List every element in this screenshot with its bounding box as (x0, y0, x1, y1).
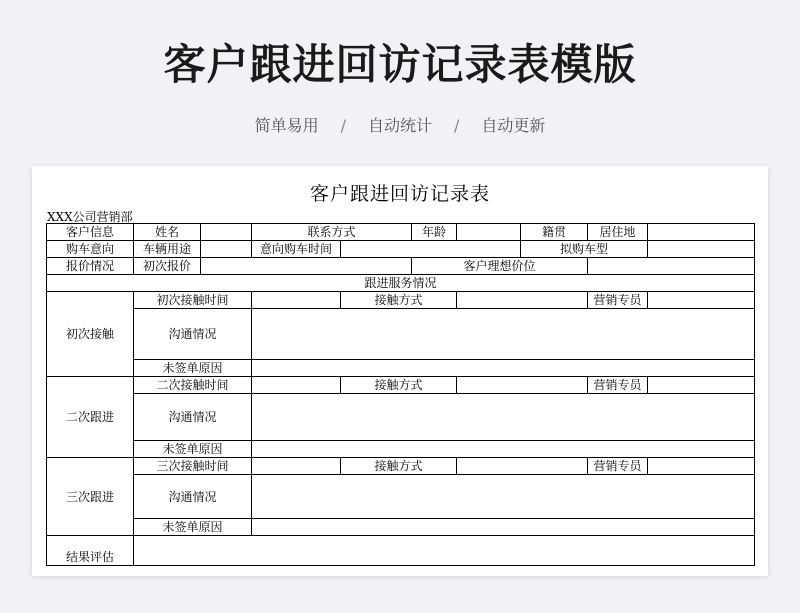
section-header: 跟进服务情况 (47, 275, 755, 292)
age-cell[interactable] (457, 224, 521, 241)
feature-auto-stats: 自动统计 (367, 116, 432, 135)
unsigned-reason-label: 未签单原因 (134, 519, 252, 536)
communication-label: 沟通情况 (134, 394, 252, 441)
table-row (47, 475, 755, 519)
table-row (47, 224, 755, 241)
result-cell[interactable] (134, 536, 755, 566)
contact-label: 联系方式 (252, 224, 412, 241)
contact-method-cell[interactable] (457, 458, 588, 475)
name-cell[interactable] (201, 224, 252, 241)
table-row (47, 258, 755, 275)
intended-time-label: 意向购车时间 (252, 241, 341, 258)
residence-cell[interactable] (648, 224, 755, 241)
vehicle-use-cell[interactable] (201, 241, 252, 258)
sales-rep-label: 营销专员 (588, 377, 648, 394)
table-row (47, 441, 755, 458)
contact-time-label: 初次接触时间 (134, 292, 252, 309)
quote-label: 报价情况 (47, 258, 134, 275)
form-title: 客户跟进回访记录表 (309, 183, 490, 205)
contact-method-label: 接触方式 (341, 377, 457, 394)
purchase-intent-label: 购车意向 (47, 241, 134, 258)
vehicle-use-label: 车辆用途 (134, 241, 201, 258)
communication-label: 沟通情况 (134, 309, 252, 360)
contact-time-cell[interactable] (252, 458, 341, 475)
result-label: 结果评估 (47, 536, 134, 566)
table-row (47, 458, 755, 475)
ideal-price-cell[interactable] (588, 258, 755, 275)
planned-model-label: 拟购车型 (521, 241, 648, 258)
communication-label: 沟通情况 (134, 475, 252, 519)
communication-cell[interactable] (252, 394, 755, 441)
page-title: 客户跟进回访记录表模版 (163, 40, 637, 89)
intended-time-cell[interactable] (341, 241, 521, 258)
stage-label: 初次接触 (47, 292, 134, 377)
communication-cell[interactable] (252, 309, 755, 360)
table-row (47, 360, 755, 377)
planned-model-cell[interactable] (648, 241, 755, 258)
follow-up-table (46, 223, 755, 566)
separator: / (340, 116, 346, 135)
table-row (47, 519, 755, 536)
unsigned-reason-label: 未签单原因 (134, 441, 252, 458)
communication-cell[interactable] (252, 475, 755, 519)
table-row (47, 394, 755, 441)
table-row (47, 275, 755, 292)
table-row (47, 292, 755, 309)
contact-method-cell[interactable] (457, 292, 588, 309)
stage-label: 三次跟进 (47, 458, 134, 536)
separator: / (454, 116, 460, 135)
sales-rep-label: 营销专员 (588, 292, 648, 309)
table-row (47, 536, 755, 566)
contact-time-cell[interactable] (252, 377, 341, 394)
feature-tagline (0, 113, 800, 136)
customer-info-label: 客户信息 (47, 224, 134, 241)
contact-time-label: 三次接触时间 (134, 458, 252, 475)
hometown-label: 籍贯 (521, 224, 588, 241)
company-name: XXX公司营销部 (47, 210, 133, 224)
unsigned-reason-cell[interactable] (252, 519, 755, 536)
unsigned-reason-label: 未签单原因 (134, 360, 252, 377)
contact-time-cell[interactable] (252, 292, 341, 309)
sales-rep-cell[interactable] (648, 292, 755, 309)
sales-rep-label: 营销专员 (588, 458, 648, 475)
initial-quote-label: 初次报价 (134, 258, 201, 275)
feature-easy: 简单易用 (254, 116, 319, 135)
table-row (47, 377, 755, 394)
table-row (47, 241, 755, 258)
contact-time-label: 二次接触时间 (134, 377, 252, 394)
feature-auto-update: 自动更新 (481, 116, 546, 135)
stage-label: 二次跟进 (47, 377, 134, 458)
age-label: 年龄 (412, 224, 457, 241)
initial-quote-cell[interactable] (201, 258, 412, 275)
form-sheet (32, 166, 768, 576)
contact-method-cell[interactable] (457, 377, 588, 394)
contact-method-label: 接触方式 (341, 292, 457, 309)
sales-rep-cell[interactable] (648, 458, 755, 475)
sales-rep-cell[interactable] (648, 377, 755, 394)
contact-method-label: 接触方式 (341, 458, 457, 475)
unsigned-reason-cell[interactable] (252, 441, 755, 458)
name-label: 姓名 (134, 224, 201, 241)
table-row (47, 309, 755, 360)
ideal-price-label: 客户理想价位 (412, 258, 588, 275)
residence-label: 居住地 (588, 224, 648, 241)
unsigned-reason-cell[interactable] (252, 360, 755, 377)
